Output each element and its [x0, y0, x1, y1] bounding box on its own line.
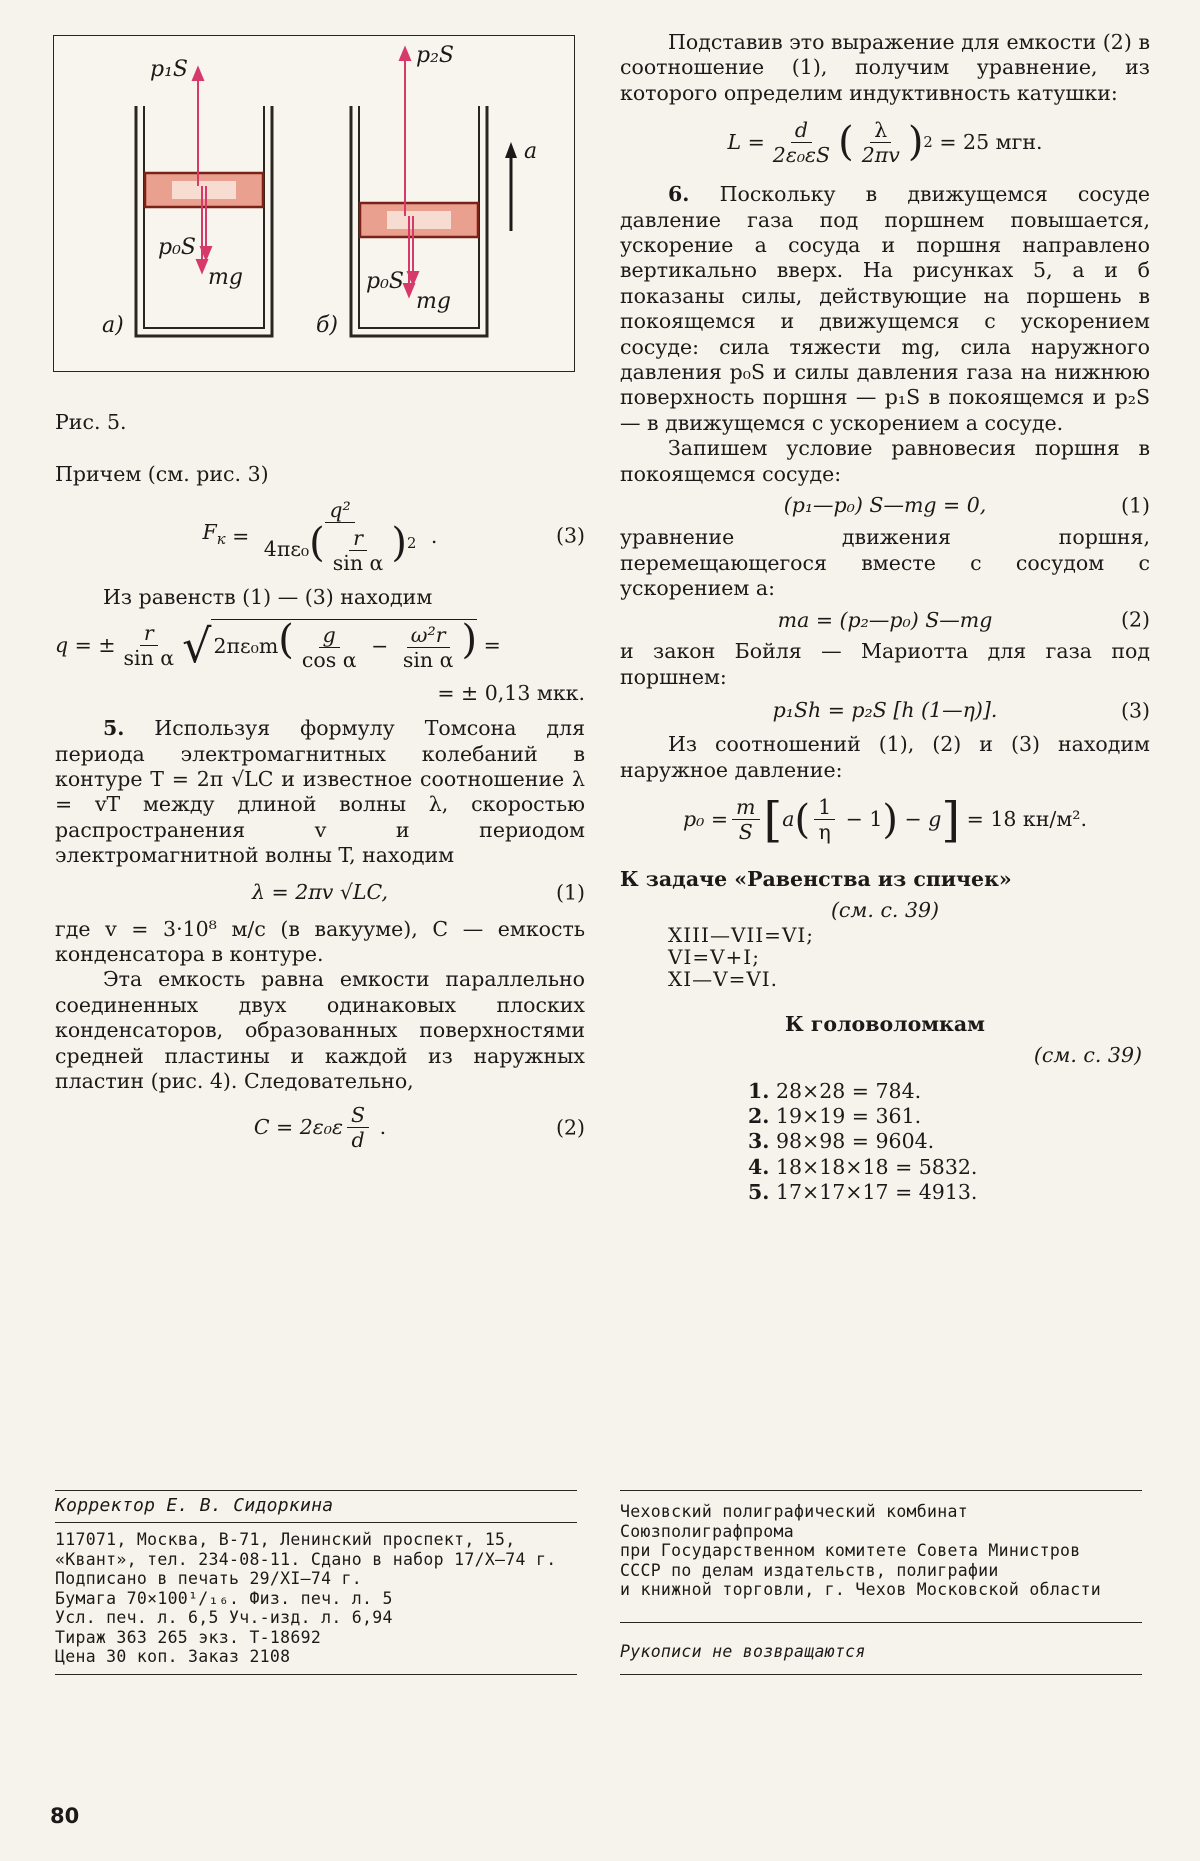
divider: [620, 1490, 1142, 1491]
equation-p0: p₀ = $\frac{m}{S}$ [ a ( $\frac{1}{\eta}$ − 1 ) − g ] = 18 кн/м².: [683, 791, 1087, 848]
equation-q: q = ± $\frac{r}{\text{sin α}}$ √ 2πε₀m( $\frac{g}{\text{cos α}}$ − $\frac{\text{ω²r}}{\text{sin α}}$ ) =: [55, 617, 501, 673]
puzzles-title: К головоломкам: [785, 1011, 985, 1036]
rest-intro: Запишем условие равновесия поршня в покоящемся сосуде:: [620, 436, 1150, 486]
manuscripts-note: Рукописи не возвращаются: [620, 1642, 866, 1661]
divider: [55, 1674, 577, 1675]
equation-L: L = $\frac{d}{\text{2ε₀εS}}$ ( $\frac{\lambda}{2\pi v}$ ) 2 = 25 мгн.: [727, 117, 1043, 167]
colophon-left: 117071, Москва, В-71, Ленинский проспект, 15, «Квант», тел. 234-08-11. Сдано в набор 17/X—74 г. Подписано в печать 29/XI—74 г. Бумага 70×100¹/₁₆. Физ. печ. л. 5 Усл. печ. л. 6,5 Уч.-изд. л. 6,94 Тираж 363 265 экз. Т-18692 Цена 30 коп. Заказ 2108: [55, 1530, 557, 1666]
label-p0S-a: p₀S: [158, 235, 196, 260]
divider: [620, 1674, 1142, 1675]
label-p0S-b: p₀S: [366, 269, 404, 294]
figure-5-drawing: [54, 36, 574, 371]
divider: [55, 1490, 577, 1491]
paragraph-5: 5. Используя формулу Томсона для периода электромагнитных колебаний в контуре T = 2π √LC и известное соотношение λ = vT между длиной волны λ, скоростью распространения v и периодом электромагнитной волны T, находим: [55, 716, 585, 868]
divider: [620, 1622, 1142, 1623]
matches-line: VI=V+I;: [668, 944, 760, 969]
ratio-intro: Из соотношений (1), (2) и (3) находим наружное давление:: [620, 732, 1150, 782]
eq-fk-frac: q² 4πε₀( $\frac{r}{\text{sin α}}$ )$^2$: [263, 497, 417, 575]
colophon-right: Чеховский полиграфический комбинат Союзполиграфпрома при Государственном комитете Совета Министров СССР по делам издательств, полиграфии и книжной торговли, г. Чехов Московской области: [620, 1502, 1101, 1599]
motion-intro: уравнение движения поршня, перемещающегося вместе с сосудом с ускорением a:: [620, 525, 1150, 600]
intro-text: Причем (см. рис. 3): [55, 462, 269, 486]
corrector: Корректор Е. В. Сидоркина: [55, 1495, 334, 1516]
from-equations-text: Из равенств (1) — (3) находим: [103, 585, 433, 610]
acceleration-arrow: [505, 142, 517, 231]
right-column: [620, 30, 1150, 1206]
page-number: 80: [50, 1804, 80, 1828]
paragraph-6: 6. Поскольку в движущемся сосуде давление газа под поршнем повышается, ускорение a сосуда и поршня направлено вертикально вверх. На рисунках 5, а и б показаны силы, действующие на поршень в покоящемся и движущемся с ускорением сосуде: сила тяжести mg, сила наружного давления p₀S и силы давления газа на нижнюю поверхность поршня — p₁S в покоящемся и p₂S — в движущемся с ускорением a сосуде.: [620, 182, 1150, 435]
matches-answers: [668, 924, 1150, 990]
equation-lambda: λ = 2πv √LC, (1): [252, 879, 585, 904]
label-panel-a: a): [102, 313, 124, 338]
puzzles-ref: (см. с. 39): [1033, 1043, 1142, 1068]
equation-boyle: p₁Sh = p₂S [h (1—η)]. (3): [772, 698, 1150, 723]
eq-label: (3): [555, 523, 585, 548]
left-column: [55, 462, 585, 1161]
figure-5: [53, 35, 575, 372]
matches-line: XIII—VII=VI;: [668, 922, 815, 947]
figure-caption: Рис. 5.: [55, 410, 127, 434]
force-arrows-b: [400, 48, 418, 296]
divider: [55, 1522, 577, 1523]
label-mg-b: mg: [416, 289, 451, 314]
puzzles-answers: [620, 1079, 1150, 1206]
matches-ref: (см. с. 39): [830, 898, 940, 923]
equation-C: C = 2ε₀ε $\frac{S}{d}$ . (2): [253, 1103, 585, 1152]
eq-fk-lhs: $F_к$: [202, 520, 226, 549]
matches-line: XI—V=VI.: [668, 966, 779, 991]
q-result: = ± 0,13 мкк.: [437, 680, 585, 705]
label-a: a: [524, 139, 538, 164]
equation-rest: (p₁—p₀) S—mg = 0, (1): [783, 493, 1150, 518]
substitution-text: Подставив это выражение для емкости (2) в соотношение (1), получим уравнение, из которого определим индуктивность катушки:: [620, 30, 1150, 105]
equation-coulomb: $F_к$ = q² 4πε₀( $\frac{r}{\text{sin α}}$ )$^2$ . (3): [202, 497, 585, 575]
puzzle-item: 1. 28×28 = 784.: [748, 1078, 922, 1103]
label-mg-a: mg: [208, 265, 243, 290]
label-panel-b: б): [316, 313, 339, 338]
vessel-a: [136, 106, 272, 336]
puzzle-item: 2. 19×19 = 361.: [748, 1103, 922, 1128]
boyle-intro: и закон Бойля — Мариотта для газа под поршнем:: [620, 639, 1150, 689]
label-p1S: p₁S: [150, 57, 188, 82]
label-p2S: p₂S: [416, 43, 454, 68]
matches-title: К задаче «Равенства из спичек»: [620, 866, 1012, 891]
puzzle-item: 4. 18×18×18 = 5832.: [748, 1154, 978, 1179]
capacitance-text: Эта емкость равна емкости параллельно соединенных двух одинаковых плоских конденсаторов, образованных поверхностями средней пластины и каждой из наружных пластин (рис. 4). Следовательно,: [55, 967, 585, 1094]
equation-motion: ma = (p₂—p₀) S—mg (2): [777, 607, 1150, 632]
puzzle-item: 3. 98×98 = 9604.: [748, 1129, 935, 1154]
puzzle-item: 5. 17×17×17 = 4913.: [748, 1180, 978, 1205]
where-text: где v = 3·10⁸ м/с (в вакууме), C — емкость конденсатора в контуре.: [55, 916, 585, 967]
